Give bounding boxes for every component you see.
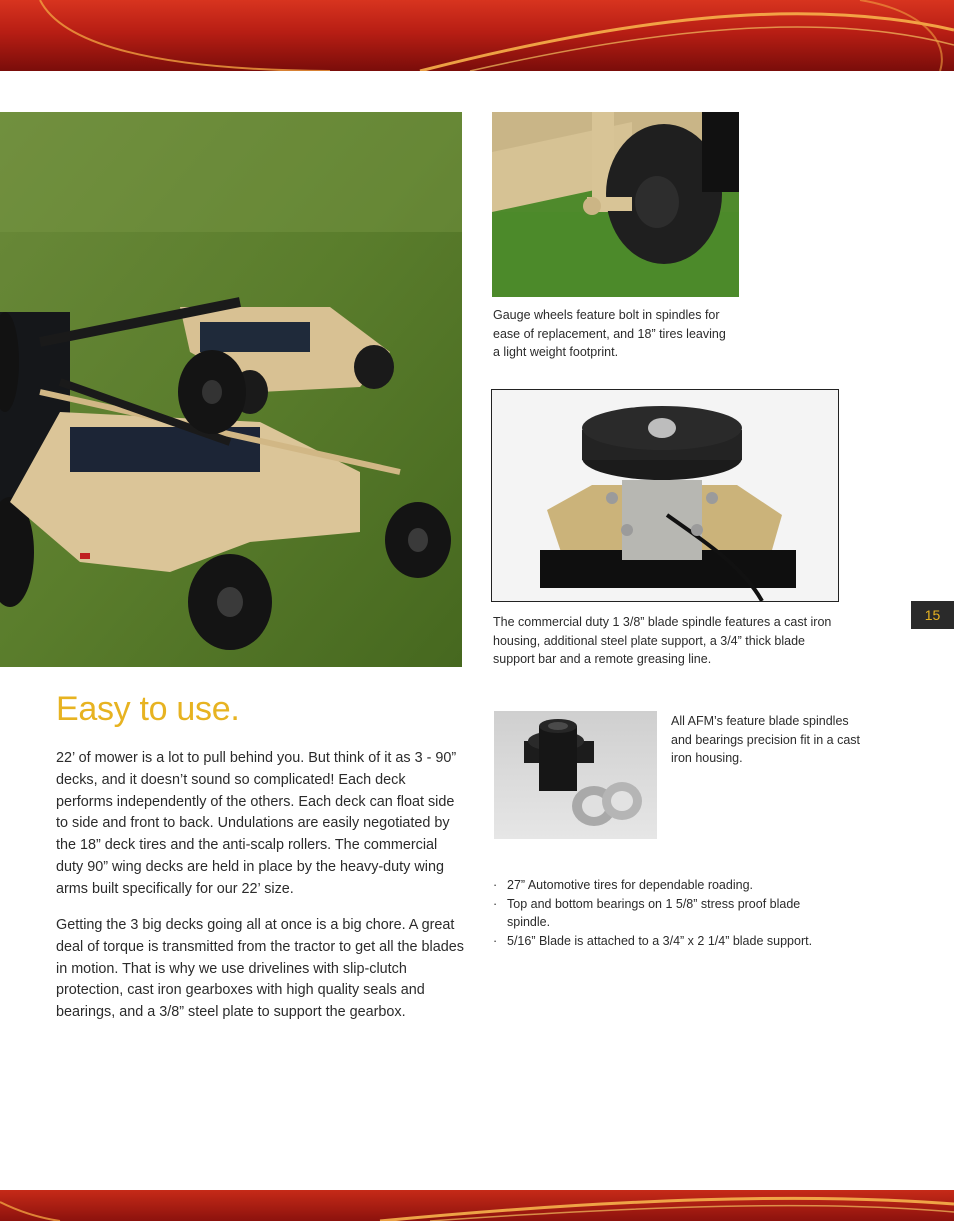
list-item: · Top and bottom bearings on 1 5/8” stress proof blade spindle. (493, 895, 813, 932)
page-number: 15 (911, 601, 954, 629)
footer-swoosh-graphic (0, 1190, 954, 1221)
gauge-wheel-photo (492, 112, 739, 297)
gauge-wheels-caption: Gauge wheels feature bolt in spindles for ease of replacement, and 18” tires leaving a light weight footprint. (493, 308, 726, 359)
spindle-caption: The commercial duty 1 3/8” blade spindle features a cast iron housing, additional steel plate support, a 3/4” thick blade support bar and a remote greasing line. (493, 615, 832, 666)
body-paragraph-1: 22’ of mower is a lot to pull behind you. But think of it as 3 - 90” decks, and it doesn’t sound so complicated! Each deck performs independently of the others. Each deck can float side to side and front to back. Undulations are easily negotiated by the 18” deck tires and the anti-scalp rollers. The commercial duty 90” wing decks are held in place by the heavy-duty wing arms built specifically for our 22’ size. (56, 750, 457, 897)
section-heading: Easy to use. (56, 690, 240, 728)
feature-list (493, 876, 813, 950)
list-item: · 27” Automotive tires for dependable roading. (493, 876, 813, 895)
bearings-photo (494, 711, 657, 839)
mower-photo (0, 112, 462, 667)
header-band (0, 0, 954, 71)
bearings-caption: All AFM’s feature blade spindles and bearings precision fit in a cast iron housing. (671, 714, 860, 765)
footer-band (0, 1190, 954, 1221)
spindle-photo (491, 389, 839, 602)
list-item: · 5/16” Blade is attached to a 3/4” x 2 1/4” blade support. (493, 932, 813, 951)
header-swoosh-graphic (0, 0, 954, 71)
body-paragraph-2: Getting the 3 big decks going all at once is a big chore. A great deal of torque is transmitted from the tractor to get all the blades in motion. That is why we use drivelines with slip-clutch protection, cast iron gearboxes with high quality seals and bearings, and a 3/8” steel plate to support the gearbox. (56, 917, 464, 1021)
